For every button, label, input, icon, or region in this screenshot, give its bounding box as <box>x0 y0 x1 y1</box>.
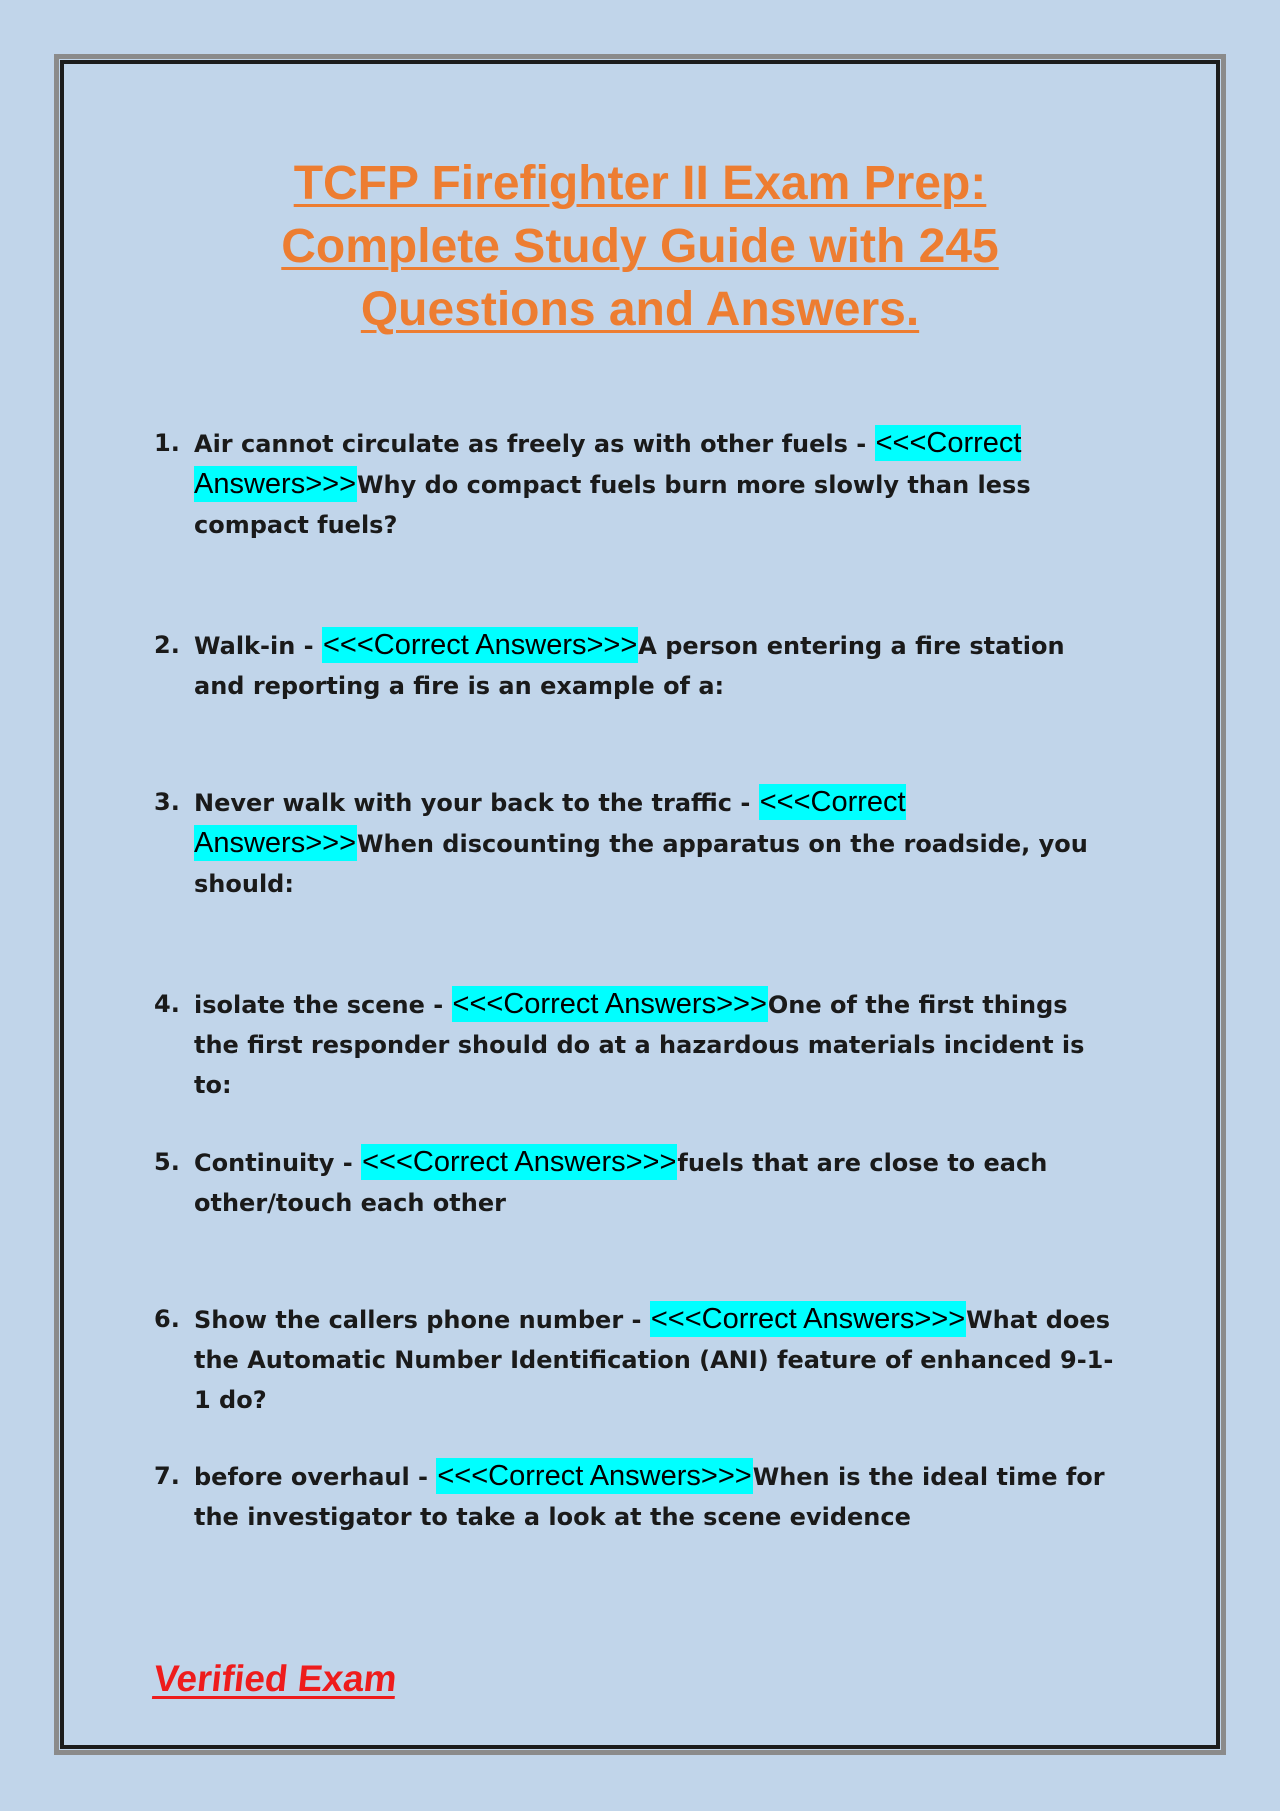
qa-question: When is the ideal time for the investigator to take a look at the scene evidence <box>194 1463 1105 1531</box>
qa-text <box>194 625 1114 706</box>
qa-number: 1. <box>154 429 180 457</box>
qa-answer: Continuity - <box>194 1149 362 1177</box>
qa-question: Why do compact fuels burn more slowly than less compact fuels? <box>194 471 1031 539</box>
qa-question: A person entering a fire station and reporting a fire is an example of a: <box>194 632 1065 700</box>
qa-question: What does the Automatic Number Identification (ANI) feature of enhanced 9-1-1 do? <box>194 1306 1114 1414</box>
qa-question: When discounting the apparatus on the roadside, you should: <box>194 830 1088 898</box>
qa-question: fuels that are close to each other/touch each other <box>194 1149 1048 1217</box>
qa-item-1 <box>154 423 1114 545</box>
correct-answers-highlight: <<<Correct Answers>>> <box>650 1303 966 1335</box>
qa-number: 7. <box>154 1462 180 1490</box>
correct-answers-highlight: <<<Correct Answers>>> <box>452 988 767 1020</box>
qa-item-2 <box>154 625 1114 706</box>
qa-item-4 <box>154 984 1114 1105</box>
correct-answers-highlight: <<<Correct Answers>>> <box>362 1146 677 1178</box>
qa-answer: Show the callers phone number - <box>194 1306 650 1334</box>
document-title: TCFP Firefighter II Exam Prep: Complete Study Guide with 245 Questions and Answers. <box>281 157 999 336</box>
qa-item-5 <box>154 1142 1114 1223</box>
correct-answers-highlight: <<<Correct Answers>>> <box>194 427 1022 500</box>
qa-number: 6. <box>154 1305 180 1333</box>
qa-item-7 <box>154 1456 1114 1537</box>
correct-answers-highlight: <<<Correct Answers>>> <box>322 629 638 661</box>
qa-number: 3. <box>154 788 180 816</box>
qa-number: 4. <box>154 990 180 1018</box>
qa-text <box>194 1456 1114 1537</box>
qa-answer: Never walk with your back to the traffic - <box>194 789 759 817</box>
verified-exam-label: Verified Exam <box>151 1658 399 1699</box>
qa-question: One of the first things the first responder should do at a hazardous materials incident is to: <box>194 991 1085 1099</box>
qa-answer: isolate the scene - <box>194 991 452 1019</box>
qa-answer: Air cannot circulate as freely as with other fuels - <box>194 430 875 458</box>
qa-text <box>194 423 1114 545</box>
qa-text <box>194 1299 1114 1420</box>
qa-number: 5. <box>154 1148 180 1176</box>
correct-answers-highlight: <<<Correct Answers>>> <box>437 1460 752 1492</box>
qa-text <box>194 984 1114 1105</box>
qa-item-3 <box>154 782 1114 904</box>
qa-item-6 <box>154 1299 1114 1420</box>
qa-answer: Walk-in - <box>194 632 322 660</box>
qa-text <box>194 1142 1114 1223</box>
qa-number: 2. <box>154 631 180 659</box>
qa-answer: before overhaul - <box>194 1463 437 1491</box>
qa-text <box>194 782 1114 904</box>
correct-answers-highlight: <<<Correct Answers>>> <box>194 786 906 859</box>
